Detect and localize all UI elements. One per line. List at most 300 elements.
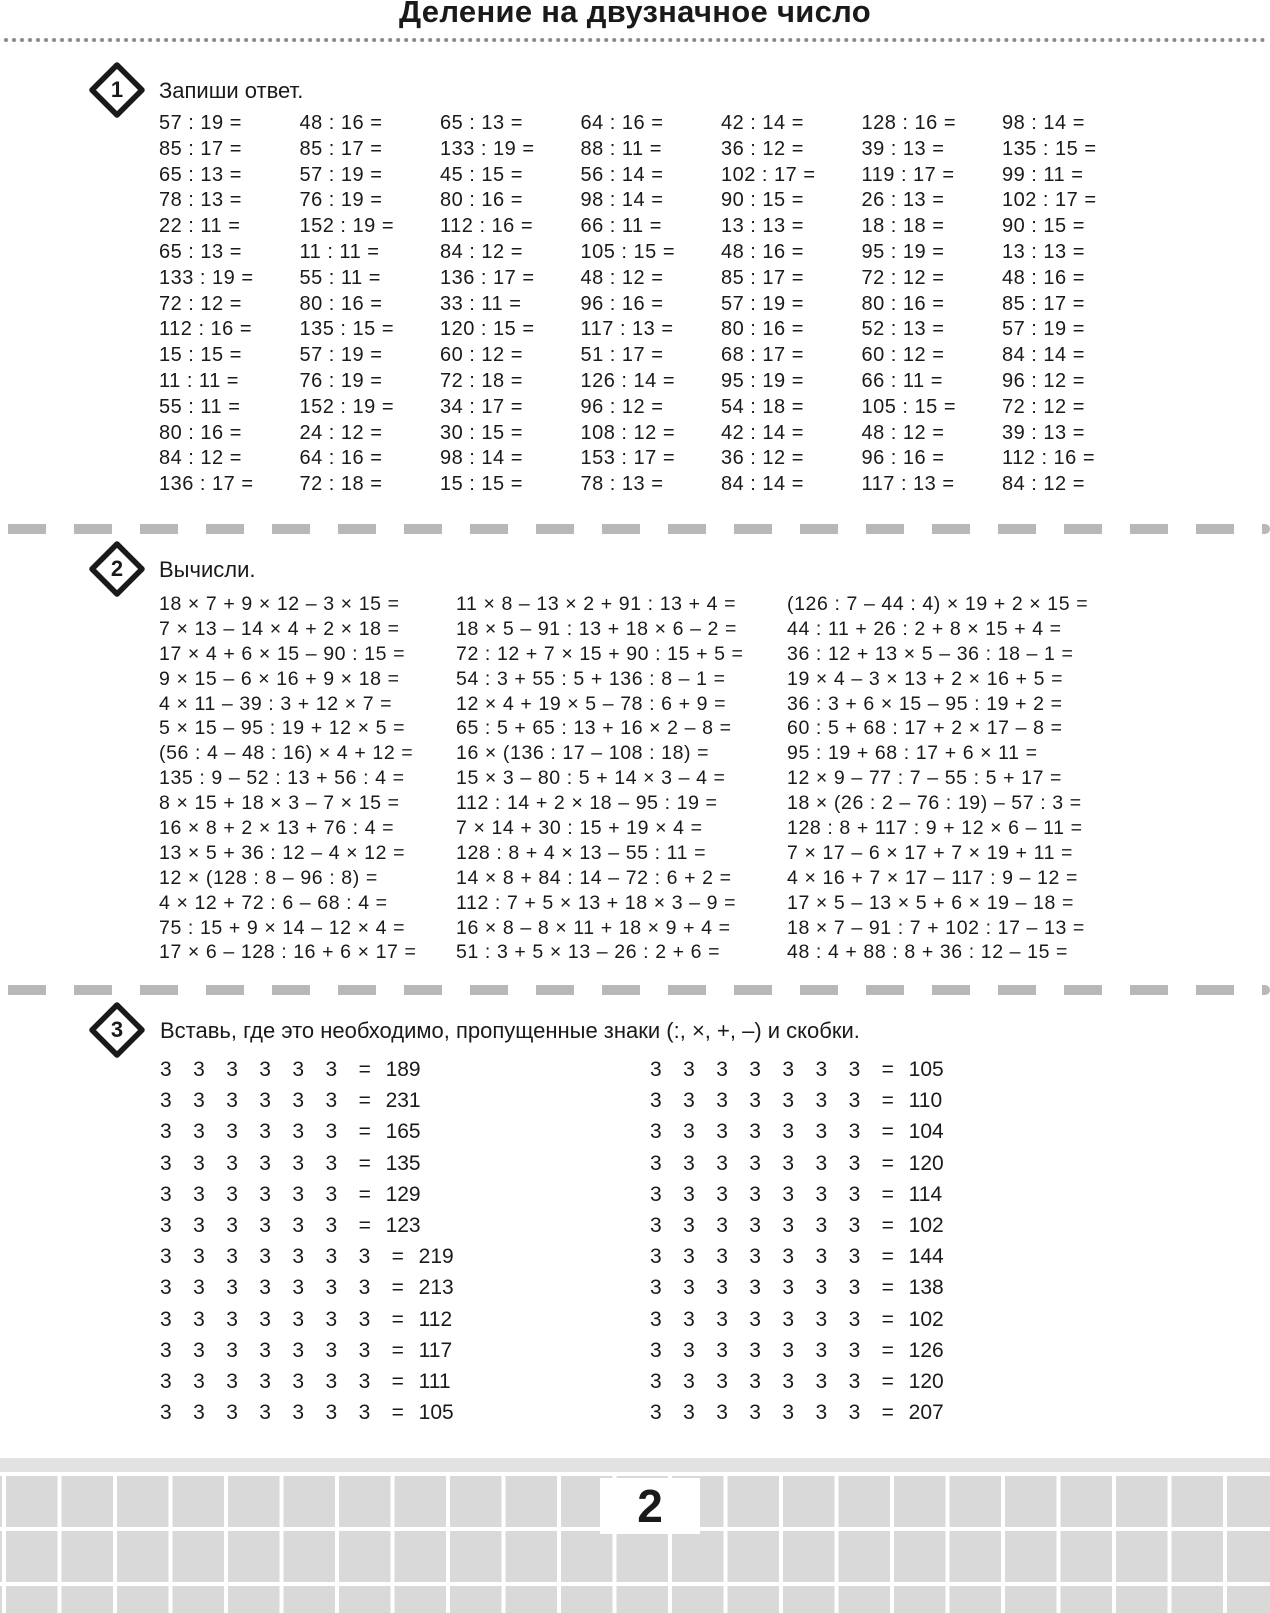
digit: 3	[193, 1245, 205, 1269]
sign-puzzle-row	[650, 1276, 944, 1307]
puzzle-result: 105	[418, 1401, 454, 1425]
division-expression: 84 : 14 =	[1002, 344, 1085, 367]
digit: 3	[292, 1338, 305, 1362]
calc-expression: 51 : 3 + 5 × 13 – 26 : 2 + 6 =	[456, 941, 721, 964]
calc-expression: (56 : 4 – 48 : 16) × 4 + 12 =	[159, 742, 414, 765]
digit: 3	[782, 1245, 795, 1269]
digit: 3	[226, 1276, 238, 1300]
division-expression: 102 : 17 =	[721, 163, 816, 186]
equals-sign: =	[881, 1276, 894, 1300]
sign-puzzle-row	[160, 1214, 454, 1245]
division-expression: 66 : 11 =	[861, 369, 943, 392]
digit: 3	[358, 1338, 371, 1362]
calc-expression: 18 × (26 : 2 – 76 : 19) – 57 : 3 =	[787, 792, 1082, 815]
digit: 3	[160, 1089, 172, 1113]
digit: 3	[650, 1213, 662, 1237]
digit: 3	[683, 1120, 695, 1144]
calc-expression: 7 × 14 + 30 : 15 + 19 × 4 =	[456, 817, 703, 840]
digit: 3	[683, 1401, 695, 1425]
division-expression: 57 : 19 =	[299, 163, 383, 186]
digit: 3	[259, 1401, 271, 1425]
sign-puzzle-row	[160, 1058, 454, 1089]
puzzle-result: 114	[908, 1182, 943, 1206]
equals-sign: =	[391, 1276, 404, 1300]
division-expression: 80 : 16 =	[440, 189, 523, 212]
digit: 3	[749, 1120, 761, 1144]
digit: 3	[749, 1338, 761, 1362]
division-expression: 48 : 16 =	[1002, 266, 1085, 289]
division-expression: 80 : 16 =	[861, 292, 945, 315]
digit: 3	[358, 1401, 371, 1425]
calc-expression: 112 : 7 + 5 × 13 + 18 × 3 – 9 =	[456, 891, 737, 914]
equals-sign: =	[391, 1245, 404, 1269]
division-expression: 15 : 15 =	[159, 344, 242, 367]
task-3-prompt: Вставь, где это необходимо, пропущенные знаки (:, ×, +, –) и скобки.	[160, 1018, 860, 1043]
division-expression: 133 : 19 =	[440, 137, 535, 160]
puzzle-result: 104	[908, 1120, 944, 1144]
calc-expression: 9 × 15 – 6 × 16 + 9 × 18 =	[159, 667, 400, 690]
digit: 3	[848, 1089, 861, 1113]
digit: 3	[226, 1338, 238, 1362]
digit: 3	[292, 1089, 305, 1113]
digit: 3	[815, 1058, 828, 1081]
puzzle-result: 105	[908, 1058, 944, 1081]
division-expression: 84 : 14 =	[721, 473, 804, 496]
division-expression: 52 : 13 =	[861, 318, 945, 341]
division-expression: 135 : 15 =	[299, 318, 395, 341]
digit: 3	[782, 1089, 795, 1113]
division-expression: 60 : 12 =	[861, 344, 945, 367]
division-expression: 36 : 12 =	[721, 447, 804, 470]
calc-expression: 75 : 15 + 9 × 14 – 12 × 4 =	[159, 916, 406, 939]
calc-expression: 36 : 3 + 6 × 15 – 95 : 19 + 2 =	[787, 692, 1063, 715]
equals-sign: =	[881, 1058, 894, 1081]
digit: 3	[749, 1369, 761, 1393]
calc-expression: 128 : 8 + 4 × 13 – 55 : 11 =	[456, 841, 707, 864]
calc-expression: 7 × 17 – 6 × 17 + 7 × 19 + 11 =	[787, 841, 1074, 864]
digit: 3	[259, 1307, 271, 1331]
calc-expression: 5 × 15 – 95 : 19 + 12 × 5 =	[159, 717, 406, 740]
task-3-left-column	[160, 1058, 454, 1432]
division-expression: 120 : 15 =	[440, 318, 535, 341]
digit: 3	[259, 1245, 271, 1269]
digit: 3	[815, 1213, 828, 1237]
division-expression: 88 : 11 =	[580, 137, 662, 160]
division-expression: 119 : 17 =	[861, 163, 955, 186]
task-1-expressions	[159, 112, 1143, 499]
division-expression: 48 : 16 =	[299, 112, 383, 134]
digit: 3	[292, 1182, 305, 1206]
puzzle-result: 129	[385, 1182, 421, 1206]
division-expression: 42 : 14 =	[721, 112, 804, 134]
digit: 3	[193, 1213, 205, 1237]
digit: 3	[848, 1245, 861, 1269]
equals-sign: =	[881, 1182, 894, 1206]
calc-expression: 16 × 8 – 8 × 11 + 18 × 9 + 4 =	[456, 916, 731, 939]
digit: 3	[193, 1058, 205, 1081]
digit: 3	[848, 1307, 861, 1331]
division-expression: 152 : 19 =	[299, 215, 395, 238]
division-expression: 72 : 12 =	[159, 292, 242, 315]
digit: 3	[683, 1058, 695, 1081]
division-expression: 18 : 18 =	[861, 215, 945, 238]
digit: 3	[650, 1151, 662, 1175]
division-expression: 112 : 16 =	[1002, 447, 1096, 470]
sign-puzzle-row	[160, 1120, 454, 1151]
task-1-number: 1	[110, 77, 124, 102]
calc-expression: 72 : 12 + 7 × 15 + 90 : 15 + 5 =	[456, 642, 744, 665]
equals-sign: =	[881, 1245, 894, 1269]
digit: 3	[160, 1120, 172, 1144]
digit: 3	[259, 1058, 271, 1081]
digit: 3	[292, 1120, 305, 1144]
digit: 3	[193, 1089, 205, 1113]
page-number: 2	[600, 1478, 700, 1534]
digit: 3	[193, 1307, 205, 1331]
digit: 3	[815, 1245, 828, 1269]
sign-puzzle-row	[650, 1120, 944, 1151]
digit: 3	[193, 1151, 205, 1175]
sign-puzzle-row	[650, 1214, 944, 1245]
digit: 3	[782, 1058, 795, 1081]
digit: 3	[325, 1058, 338, 1081]
digit: 3	[716, 1401, 728, 1425]
digit: 3	[259, 1120, 271, 1144]
digit: 3	[259, 1089, 271, 1113]
digit: 3	[716, 1182, 728, 1206]
digit: 3	[782, 1401, 795, 1425]
digit: 3	[259, 1182, 271, 1206]
puzzle-result: 110	[908, 1089, 943, 1113]
puzzle-result: 165	[385, 1120, 421, 1144]
division-expression: 84 : 12 =	[1002, 473, 1085, 496]
division-expression: 136 : 17 =	[159, 473, 254, 496]
equals-sign: =	[358, 1089, 371, 1113]
puzzle-result: 102	[908, 1307, 944, 1331]
digit: 3	[848, 1369, 861, 1393]
sign-puzzle-row	[160, 1339, 454, 1370]
digit: 3	[749, 1182, 761, 1206]
calc-expression: 60 : 5 + 68 : 17 + 2 × 17 – 8 =	[787, 717, 1063, 740]
footer-band	[0, 1458, 1270, 1613]
sign-puzzle-row	[160, 1308, 454, 1339]
division-expression: 13 : 13 =	[1002, 240, 1085, 263]
digit: 3	[716, 1307, 728, 1331]
puzzle-result: 120	[908, 1369, 944, 1393]
digit: 3	[848, 1276, 861, 1300]
equals-sign: =	[881, 1089, 894, 1113]
puzzle-result: 207	[908, 1401, 944, 1425]
digit: 3	[749, 1151, 761, 1175]
division-expression: 98 : 14 =	[440, 447, 523, 470]
section-divider-2	[0, 985, 1270, 995]
calc-expression: 8 × 15 + 18 × 3 – 7 × 15 =	[159, 792, 400, 815]
calc-expression: 12 × (128 : 8 – 96 : 8) =	[159, 866, 378, 889]
digit: 3	[683, 1213, 695, 1237]
digit: 3	[848, 1182, 861, 1206]
digit: 3	[650, 1182, 662, 1206]
equals-sign: =	[881, 1369, 894, 1393]
digit: 3	[782, 1151, 795, 1175]
digit: 3	[193, 1369, 205, 1393]
division-expression: 48 : 12 =	[861, 421, 945, 444]
puzzle-result: 219	[418, 1245, 454, 1269]
sign-puzzle-row	[650, 1089, 944, 1120]
calc-expression: 7 × 13 – 14 × 4 + 2 × 18 =	[159, 617, 400, 640]
division-expression: 90 : 15 =	[1002, 215, 1085, 238]
calc-expression: 12 × 9 – 77 : 7 – 55 : 5 + 17 =	[787, 767, 1063, 790]
digit: 3	[226, 1213, 238, 1237]
calc-expression: 4 × 12 + 72 : 6 – 68 : 4 =	[159, 891, 388, 914]
division-expression: 126 : 14 =	[580, 369, 676, 392]
division-expression: 99 : 11 =	[1002, 163, 1084, 186]
sign-puzzle-row	[160, 1089, 454, 1120]
division-expression: 96 : 16 =	[580, 292, 664, 315]
puzzle-result: 213	[418, 1276, 454, 1300]
calc-expression: 36 : 12 + 13 × 5 – 36 : 18 – 1 =	[787, 642, 1074, 665]
division-expression: 96 : 12 =	[1002, 369, 1085, 392]
puzzle-result: 126	[908, 1338, 944, 1362]
digit: 3	[815, 1307, 828, 1331]
digit: 3	[650, 1245, 662, 1269]
digit: 3	[193, 1182, 205, 1206]
digit: 3	[749, 1245, 761, 1269]
calc-expression: 17 × 5 – 13 × 5 + 6 × 19 – 18 =	[787, 891, 1074, 914]
digit: 3	[160, 1245, 172, 1269]
digit: 3	[325, 1307, 338, 1331]
division-expression: 65 : 13 =	[159, 240, 242, 263]
digit: 3	[815, 1369, 828, 1393]
division-expression: 128 : 16 =	[861, 112, 957, 134]
digit: 3	[650, 1307, 662, 1331]
division-expression: 72 : 12 =	[1002, 395, 1085, 418]
sign-puzzle-row	[160, 1401, 454, 1432]
task-2-prompt: Вычисли.	[159, 557, 256, 582]
division-expression: 60 : 12 =	[440, 344, 523, 367]
digit: 3	[358, 1369, 371, 1393]
calc-expression: 18 × 5 – 91 : 13 + 18 × 6 – 2 =	[456, 617, 737, 640]
digit: 3	[815, 1182, 828, 1206]
digit: 3	[160, 1182, 172, 1206]
sign-puzzle-row	[160, 1245, 454, 1276]
task-2-number: 2	[110, 556, 124, 581]
digit: 3	[782, 1120, 795, 1144]
digit: 3	[716, 1369, 728, 1393]
digit: 3	[749, 1089, 761, 1113]
digit: 3	[193, 1401, 205, 1425]
digit: 3	[226, 1245, 238, 1269]
digit: 3	[749, 1058, 761, 1081]
equals-sign: =	[881, 1213, 894, 1237]
digit: 3	[782, 1307, 795, 1331]
digit: 3	[815, 1120, 828, 1144]
division-expression: 102 : 17 =	[1002, 189, 1097, 212]
equals-sign: =	[391, 1338, 404, 1362]
digit: 3	[160, 1369, 172, 1393]
division-expression: 112 : 16 =	[440, 215, 534, 238]
division-expression: 85 : 17 =	[299, 137, 383, 160]
calc-expression: (126 : 7 – 44 : 4) × 19 + 2 × 15 =	[787, 593, 1089, 615]
division-expression: 152 : 19 =	[299, 395, 395, 418]
digit: 3	[650, 1369, 662, 1393]
division-expression: 133 : 19 =	[159, 266, 254, 289]
division-expression: 68 : 17 =	[721, 344, 804, 367]
division-expression: 57 : 19 =	[159, 112, 242, 134]
division-expression: 136 : 17 =	[440, 266, 535, 289]
digit: 3	[716, 1120, 728, 1144]
division-expression: 48 : 16 =	[721, 240, 804, 263]
digit: 3	[683, 1182, 695, 1206]
task-2-expressions	[159, 593, 1147, 966]
digit: 3	[325, 1120, 338, 1144]
digit: 3	[848, 1058, 861, 1081]
task-2-badge	[89, 541, 145, 597]
division-expression: 57 : 19 =	[299, 344, 383, 367]
calc-expression: 18 × 7 + 9 × 12 – 3 × 15 =	[159, 593, 400, 615]
digit: 3	[292, 1151, 305, 1175]
calc-expression: 65 : 5 + 65 : 13 + 16 × 2 – 8 =	[456, 717, 732, 740]
equals-sign: =	[358, 1120, 371, 1144]
digit: 3	[749, 1213, 761, 1237]
equals-sign: =	[881, 1151, 894, 1175]
digit: 3	[358, 1245, 371, 1269]
division-expression: 11 : 11 =	[159, 369, 239, 392]
division-expression: 42 : 14 =	[721, 421, 804, 444]
division-expression: 36 : 12 =	[721, 137, 804, 160]
puzzle-result: 135	[385, 1151, 421, 1175]
digit: 3	[292, 1307, 305, 1331]
digit: 3	[325, 1089, 338, 1113]
digit: 3	[325, 1338, 338, 1362]
division-expression: 84 : 12 =	[440, 240, 523, 263]
division-expression: 85 : 17 =	[159, 137, 242, 160]
digit: 3	[782, 1276, 795, 1300]
digit: 3	[292, 1213, 305, 1237]
digit: 3	[259, 1213, 271, 1237]
sign-puzzle-row	[650, 1183, 944, 1214]
calc-expression: 17 × 4 + 6 × 15 – 90 : 15 =	[159, 642, 406, 665]
digit: 3	[259, 1369, 271, 1393]
division-expression: 84 : 12 =	[159, 447, 242, 470]
digit: 3	[749, 1276, 761, 1300]
calc-expression: 14 × 8 + 84 : 14 – 72 : 6 + 2 =	[456, 866, 732, 889]
digit: 3	[226, 1307, 238, 1331]
digit: 3	[226, 1120, 238, 1144]
digit: 3	[160, 1307, 172, 1331]
calc-expression: 16 × (136 : 17 – 108 : 18) =	[456, 742, 710, 765]
title-dotted-rule	[4, 38, 1266, 42]
digit: 3	[716, 1276, 728, 1300]
digit: 3	[160, 1058, 172, 1081]
sign-puzzle-row	[650, 1152, 944, 1183]
puzzle-result: 123	[385, 1213, 421, 1237]
puzzle-result: 117	[418, 1338, 453, 1362]
sign-puzzle-row	[650, 1370, 944, 1401]
puzzle-result: 120	[908, 1151, 944, 1175]
digit: 3	[160, 1213, 172, 1237]
division-expression: 85 : 17 =	[1002, 292, 1085, 315]
page-title: Деление на двузначное число	[399, 0, 871, 29]
digit: 3	[848, 1338, 861, 1362]
division-expression: 15 : 15 =	[440, 473, 523, 496]
division-expression: 54 : 18 =	[721, 395, 804, 418]
digit: 3	[325, 1245, 338, 1269]
digit: 3	[259, 1276, 271, 1300]
digit: 3	[650, 1120, 662, 1144]
equals-sign: =	[881, 1338, 894, 1362]
equals-sign: =	[881, 1120, 894, 1144]
digit: 3	[650, 1338, 662, 1362]
division-expression: 33 : 11 =	[440, 292, 522, 315]
digit: 3	[226, 1151, 238, 1175]
division-expression: 64 : 16 =	[580, 112, 664, 134]
task-3-right-column	[650, 1058, 944, 1432]
puzzle-result: 144	[908, 1245, 944, 1269]
equals-sign: =	[358, 1213, 371, 1237]
digit: 3	[325, 1182, 338, 1206]
digit: 3	[683, 1369, 695, 1393]
digit: 3	[716, 1338, 728, 1362]
digit: 3	[749, 1307, 761, 1331]
digit: 3	[292, 1245, 305, 1269]
equals-sign: =	[881, 1401, 894, 1425]
digit: 3	[193, 1276, 205, 1300]
digit: 3	[226, 1058, 238, 1081]
digit: 3	[716, 1245, 728, 1269]
digit: 3	[782, 1213, 795, 1237]
division-expression: 45 : 15 =	[440, 163, 523, 186]
division-expression: 56 : 14 =	[580, 163, 664, 186]
digit: 3	[683, 1089, 695, 1113]
calc-expression: 128 : 8 + 117 : 9 + 12 × 6 – 11 =	[787, 817, 1083, 840]
digit: 3	[325, 1401, 338, 1425]
division-expression: 55 : 11 =	[159, 395, 241, 418]
digit: 3	[292, 1369, 305, 1393]
division-expression: 26 : 13 =	[861, 189, 945, 212]
division-expression: 57 : 19 =	[1002, 318, 1085, 341]
digit: 3	[848, 1120, 861, 1144]
division-expression: 98 : 14 =	[1002, 112, 1085, 134]
digit: 3	[815, 1089, 828, 1113]
division-expression: 117 : 13 =	[580, 318, 674, 341]
calc-expression: 54 : 3 + 55 : 5 + 136 : 8 – 1 =	[456, 667, 726, 690]
digit: 3	[782, 1338, 795, 1362]
division-expression: 72 : 18 =	[440, 369, 523, 392]
sign-puzzle-row	[650, 1308, 944, 1339]
division-expression: 96 : 16 =	[861, 447, 945, 470]
calc-expression: 17 × 6 – 128 : 16 + 6 × 17 =	[159, 941, 417, 964]
calc-expression: 15 × 3 – 80 : 5 + 14 × 3 – 4 =	[456, 767, 726, 790]
sign-puzzle-row	[160, 1152, 454, 1183]
division-expression: 80 : 16 =	[159, 421, 242, 444]
digit: 3	[325, 1213, 338, 1237]
division-expression: 76 : 19 =	[299, 189, 383, 212]
calc-expression: 13 × 5 + 36 : 12 – 4 × 12 =	[159, 841, 406, 864]
digit: 3	[848, 1151, 861, 1175]
division-expression: 22 : 11 =	[159, 215, 241, 238]
puzzle-result: 102	[908, 1213, 944, 1237]
digit: 3	[815, 1151, 828, 1175]
equals-sign: =	[881, 1307, 894, 1331]
division-expression: 85 : 17 =	[721, 266, 804, 289]
division-expression: 57 : 19 =	[721, 292, 804, 315]
digit: 3	[683, 1151, 695, 1175]
division-expression: 72 : 18 =	[299, 473, 383, 496]
equals-sign: =	[391, 1401, 404, 1425]
digit: 3	[749, 1401, 761, 1425]
digit: 3	[325, 1276, 338, 1300]
puzzle-result: 138	[908, 1276, 944, 1300]
